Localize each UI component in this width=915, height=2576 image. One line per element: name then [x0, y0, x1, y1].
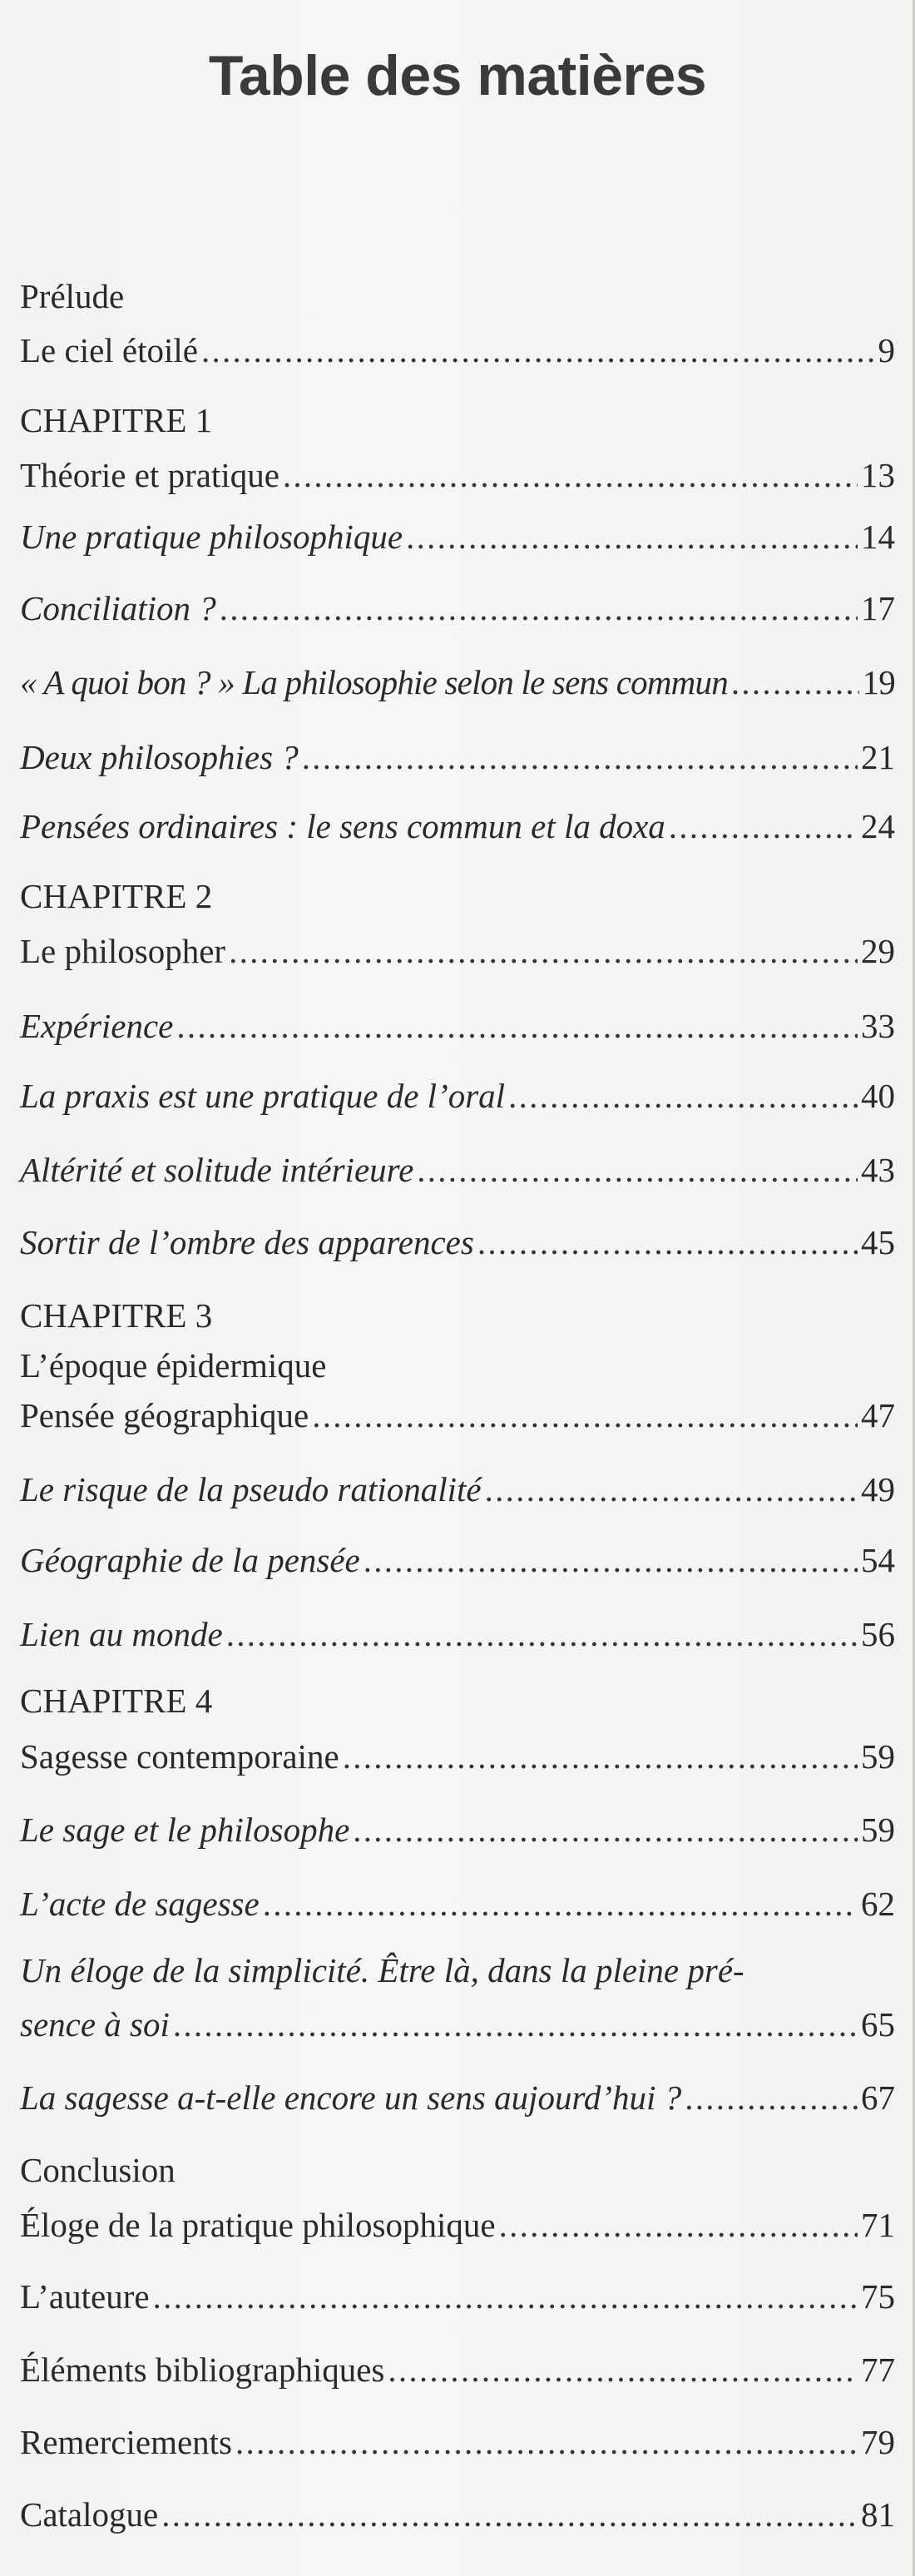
toc-entry[interactable]	[20, 1537, 895, 1583]
toc-entry-page: 54	[861, 1541, 895, 1579]
dot-leader	[499, 2202, 858, 2248]
toc-entry-page: 79	[861, 2423, 895, 2461]
toc-entry-title: sence à soi	[20, 2005, 170, 2043]
toc-entry-page: 47	[861, 1396, 895, 1434]
page-title: Table des matières	[208, 44, 707, 107]
toc-entry[interactable]	[20, 1880, 895, 1927]
toc-entry-title: L’auteure	[20, 2277, 150, 2316]
toc-entry-page: 77	[861, 2351, 895, 2389]
toc-entry[interactable]	[20, 2346, 895, 2393]
toc-entry-title: Le ciel étoilé	[20, 331, 198, 369]
dot-leader	[302, 734, 858, 780]
toc-entry-title: Sortir de l’ombre des apparences	[20, 1223, 474, 1261]
dot-leader	[417, 1147, 858, 1193]
toc-entry[interactable]	[20, 1003, 895, 1049]
toc-entry[interactable]	[20, 1611, 895, 1657]
toc-entry[interactable]	[20, 1392, 895, 1439]
toc-entry[interactable]	[20, 327, 895, 374]
toc-entry-page: 40	[861, 1077, 895, 1115]
toc-entry[interactable]	[20, 659, 895, 706]
toc-entry[interactable]	[20, 513, 895, 560]
toc-entry-page: 67	[861, 2078, 895, 2117]
toc-entry-page: 43	[861, 1151, 895, 1189]
section-heading: Conclusion	[20, 2151, 176, 2189]
toc-entry[interactable]	[20, 2419, 895, 2465]
dot-leader	[388, 2346, 858, 2393]
toc-entry-title: Une pratique philosophique	[20, 518, 403, 556]
toc-entry[interactable]	[20, 803, 895, 850]
toc-entry[interactable]	[20, 2074, 895, 2121]
toc-entry-title: La praxis est une pratique de l’oral	[20, 1077, 506, 1115]
toc-entry-page: 56	[861, 1615, 895, 1653]
toc-entry[interactable]	[20, 1466, 895, 1513]
toc-entry[interactable]	[20, 1806, 895, 1853]
toc-entry-title: Remerciements	[20, 2423, 233, 2461]
section-heading: CHAPITRE 1	[20, 401, 213, 439]
toc-entry-page: 45	[861, 1223, 895, 1261]
dot-leader	[364, 1537, 858, 1583]
toc-entry-title: Altérité et solitude intérieure	[20, 1151, 414, 1189]
dot-leader	[508, 1073, 858, 1119]
dot-leader	[226, 1611, 858, 1657]
toc-entry-page: 19	[862, 663, 895, 701]
dot-leader	[173, 2001, 858, 2048]
dot-leader	[201, 327, 875, 374]
toc-entry[interactable]	[20, 1073, 895, 1119]
toc-entry[interactable]	[20, 1733, 895, 1780]
dot-leader	[353, 1806, 858, 1853]
toc-entry[interactable]	[20, 2273, 895, 2320]
toc-entry-page: 59	[861, 1737, 895, 1776]
section-heading: CHAPITRE 4	[20, 1682, 213, 1720]
toc-entry-title: Pensées ordinaires : le sens commun et la doxa	[20, 807, 665, 845]
dot-leader	[685, 2074, 858, 2121]
toc-entry-title: Géographie de la pensée	[20, 1541, 360, 1579]
toc-entry-title: Deux philosophies ?	[20, 738, 299, 776]
dot-leader	[406, 513, 858, 560]
toc-entry-title: Théorie et pratique	[20, 456, 279, 494]
dot-leader	[153, 2273, 858, 2320]
toc-entry-page: 62	[861, 1885, 895, 1923]
dot-leader	[235, 2419, 858, 2465]
toc-entry[interactable]	[20, 585, 895, 632]
toc-entry-title: Le risque de la pseudo rationalité	[20, 1470, 482, 1508]
toc-entry-title: L’acte de sagesse	[20, 1885, 260, 1923]
toc-entry-title: Le sage et le philosophe	[20, 1811, 350, 1849]
toc-entry-title: Le philosopher	[20, 932, 226, 970]
toc-entry-page: 17	[861, 589, 895, 627]
dot-leader	[176, 1003, 858, 1049]
toc-entry-page: 75	[861, 2277, 895, 2316]
toc-entry-title: Lien au monde	[20, 1615, 223, 1653]
toc-entry-title: Éloge de la pratique philosophique	[20, 2206, 496, 2244]
toc-entry[interactable]	[20, 928, 895, 974]
dot-leader	[229, 928, 858, 974]
toc-entry[interactable]	[20, 2202, 895, 2248]
toc-entry-title: Sagesse contemporaine	[20, 1737, 339, 1776]
toc-entry-page: 14	[861, 518, 895, 556]
toc-entry-page: 9	[878, 331, 895, 369]
toc-entry-page: 59	[861, 1811, 895, 1849]
toc-entry-page: 21	[861, 738, 895, 776]
toc-entry-title: Conciliation ?	[20, 589, 216, 627]
dot-leader	[477, 1219, 858, 1266]
toc-entry[interactable]	[20, 2491, 895, 2538]
toc-entry-page: 49	[861, 1470, 895, 1508]
dot-leader	[343, 1733, 858, 1780]
toc-entry-title: La sagesse a-t-elle encore un sens aujourd’hui ?	[20, 2078, 682, 2117]
dot-leader	[485, 1466, 858, 1513]
toc-entry[interactable]	[20, 2001, 895, 2048]
dot-leader	[669, 803, 858, 850]
toc-entry-page: 65	[861, 2005, 895, 2043]
toc-entry-title-line1: Un éloge de la simplicité. Être là, dans la pleine pré-	[20, 1951, 744, 1989]
dot-leader	[263, 1880, 858, 1927]
toc-entry-page: 24	[861, 807, 895, 845]
toc-entry-page: 29	[861, 932, 895, 970]
section-heading: Prélude	[20, 277, 125, 315]
toc-entry-title: Pensée géographique	[20, 1396, 309, 1434]
section-heading: CHAPITRE 3	[20, 1296, 213, 1335]
toc-entry-title: Catalogue	[20, 2495, 159, 2534]
dot-leader	[731, 659, 859, 706]
toc-entry-title: Expérience	[20, 1007, 174, 1045]
toc-entry-page: 13	[861, 456, 895, 494]
toc-entry-title: Éléments bibliographiques	[20, 2351, 385, 2389]
toc-entry[interactable]	[20, 452, 895, 498]
dot-leader	[220, 585, 858, 632]
dot-leader	[283, 452, 858, 498]
toc-entry-title: « A quoi bon ? » La philosophie selon le sens commun	[20, 663, 728, 701]
dot-leader	[312, 1392, 858, 1439]
dot-leader	[161, 2491, 858, 2538]
toc-entry-page: 71	[861, 2206, 895, 2244]
toc-entry[interactable]	[20, 734, 895, 780]
toc-entry-page: 33	[861, 1007, 895, 1045]
toc-entry[interactable]	[20, 1219, 895, 1266]
toc-entry-page: 81	[861, 2495, 895, 2534]
section-heading: CHAPITRE 2	[20, 877, 213, 915]
section-subheading: L’époque épidermique	[20, 1346, 327, 1385]
toc-entry[interactable]	[20, 1147, 895, 1193]
